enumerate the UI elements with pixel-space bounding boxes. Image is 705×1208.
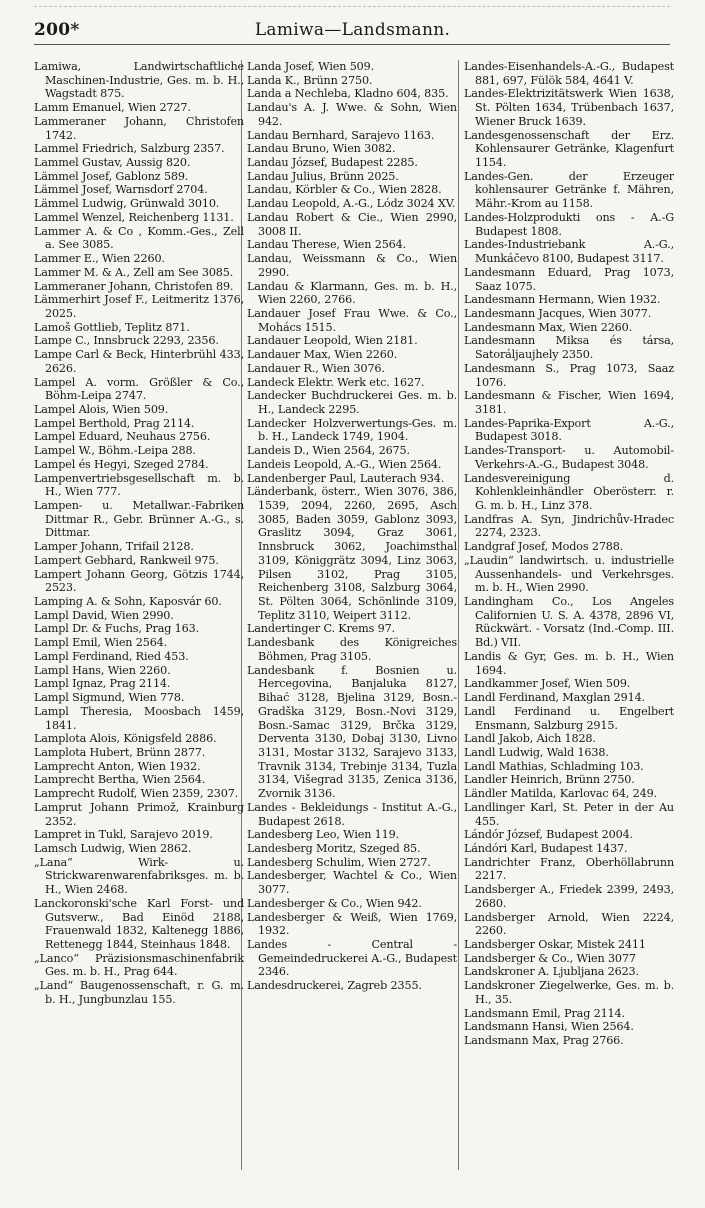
directory-entry: Lamsch Ludwig, Wien 2862. [34,841,192,855]
directory-entry: Landau, Körbler & Co., Wien 2828. [247,183,442,197]
directory-entry: Landes-Eisenhandels-A.-G., Budapest 881, 697, Fülök 584, 4641 V. [464,60,674,87]
directory-entry: Landes-Paprika-Export A.-G., Budapest 3018. [464,416,674,444]
directory-entry: Landes - Bekleidungs - Institut A.-G., Budapest 2618. [247,800,457,828]
directory-entry: Landesdruckerei, Zagreb 2355. [247,979,422,993]
directory-entry: Landl Jakob, Aich 1828. [464,732,596,746]
directory-entry: Lampel Berthold, Prag 2114. [34,416,195,430]
column-1 [34,60,244,1180]
directory-entry: Landau Bruno, Wien 3082. [247,142,396,156]
directory-entry: Landsberger Oskar, Mistek 2411 [464,938,646,951]
directory-entry: Landecker Holzverwertungs-Ges. m. b. H., Landeck 1749, 1904. [247,416,457,444]
directory-entry: Landau's A. J. Wwe. & Sohn, Wien 942. [247,101,457,128]
directory-entry: Lampl Sigmund, Wien 778. [34,691,185,705]
directory-entry: Landskroner A. Ljubljana 2623. [464,965,639,979]
directory-entry: Länderbank, österr., Wien 3076, 386, 1539, 2094, 2260, 2695, Asch 3085, Baden 3059, Gablonz 3093, Graslitz 3094, Graz 3061, Innsbruck 3062, Joachimsthal 3109, Königgrätz 3094, Linz 3063, Pilsen 3102, Prag 3105, Reichenberg 3108, Salzburg 3064, St. Pölten 3064, Schönlinde 3109, Teplitz 3110, Weipert 3112. [247,485,457,622]
directory-entry: Landl Ferdinand, Maxglan 2914. [464,691,645,705]
directory-entry: Landau József, Budapest 2285. [247,156,418,170]
directory-entry: Lammeraner Johann, Christofen 1742. [34,114,244,142]
directory-entry: „Laudin“ landwirtsch. u. industrielle Aussenhandels- und Verkehrsges. m. b. H., Wien 2990. [464,553,674,595]
column-2 [247,60,457,1180]
directory-entry: Lampert Johann Georg, Götzis 1744, 2523. [34,567,244,595]
directory-entry: Landl Ludwig, Wald 1638. [464,745,609,759]
page-header [0,0,705,50]
directory-entry: „Land“ Baugenossenschaft, r. G. m. b. H., Jungbunzlau 155. [34,979,244,1006]
directory-entry: Landesmann & Fischer, Wien 1694, 3181. [464,389,674,416]
directory-entry: Landau Julius, Brünn 2025. [247,169,399,183]
directory-entry: Landlinger Karl, St. Peter in der Au 455. [464,800,674,828]
directory-entry: Landesmann Miksa és társa, Satoráljaujhely 2350. [464,334,674,362]
directory-entry: Landfras A. Syn, Jindrichův-Hradec 2274, 2323. [464,512,674,540]
directory-entry: Landesmann Jacques, Wien 3077. [464,306,652,320]
directory-entry: Lamm Emanuel, Wien 2727. [34,101,191,115]
directory-entry: Lamplota Alois, Königsfeld 2886. [34,732,217,746]
directory-entry: Lammeraner Johann, Christofen 89. [34,279,234,293]
directory-entry: Lampl Emil, Wien 2564. [34,636,168,650]
directory-entry: Landkammer Josef, Wien 509. [464,677,631,691]
column-3 [464,60,674,1180]
directory-entry: Landau, Weissmann & Co., Wien 2990. [247,252,457,279]
directory-entry: Lándór József, Budapest 2004. [464,828,633,842]
directory-entry: Lamper Johann, Trifail 2128. [34,540,194,554]
directory-entry: Landsberger Arnold, Wien 2224, 2260. [464,910,674,938]
directory-entry: Lämmel Josef, Gablonz 589. [34,169,189,183]
directory-entry: Landes-Industriebank A.-G., Munkáčevo 8100, Budapest 3117. [464,238,674,266]
top-dashed-line [34,6,670,7]
directory-entry: Lampel A. vorm. Größler & Co., Böhm-Leipa 2747. [34,375,244,403]
directory-entry: Lamprecht Rudolf, Wien 2359, 2307. [34,787,239,801]
directory-entry: Lämmel Ludwig, Grünwald 3010. [34,197,220,211]
directory-entry: Ländler Matilda, Karlovac 64, 249. [464,787,657,801]
directory-entry: Landau Therese, Wien 2564. [247,238,407,252]
directory-entry: Landsberger A., Friedek 2399, 2493, 2680. [464,883,674,910]
directory-entry: Lanckoronski'sche Karl Forst- und Gutsverw., Bad Einöd 2188, Frauenwald 1832, Kaltenegg 1886, Rettenegg 1844, Steinhaus 1848. [34,896,244,951]
directory-entry: Lampl Hans, Wien 2260. [34,663,171,677]
directory-entry: Lampel W., Böhm.-Leipa 288. [34,444,196,458]
directory-entry: Lampe C., Innsbruck 2293, 2356. [34,334,219,348]
directory-entry: Landenberger Paul, Lauterach 934. [247,471,445,485]
directory-entry: Landesmann Eduard, Prag 1073, Saaz 1075. [464,265,674,293]
directory-entry: Landeis Leopold, A.-G., Wien 2564. [247,457,442,471]
directory-entry: Landskroner Ziegelwerke, Ges. m. b. H., 35. [464,979,674,1006]
header-rule [34,44,670,45]
directory-entry: Landeis D., Wien 2564, 2675. [247,444,410,458]
directory-entry: Lampel és Hegyi, Szeged 2784. [34,457,209,471]
directory-entry: Lamiwa, Landwirtschaftliche Maschinen-Industrie, Ges. m. b. H., Wagstadt 875. [34,60,244,101]
directory-entry: Landa K., Brünn 2750. [247,73,373,87]
directory-entry: Lampert Gebhard, Rankweil 975. [34,553,219,567]
page-title: Lamiwa—Landsmann. [254,20,451,40]
directory-entry: „Lana“ Wirk- u. Strickwarenwarenfabriksges. m. b. H., Wien 2468. [34,855,244,897]
directory-entry: Lamping A. & Sohn, Kaposvár 60. [34,595,222,609]
directory-entry: Landsmann Max, Prag 2766. [464,1034,624,1048]
directory-entry: Lampl Ferdinand, Ried 453. [34,649,189,663]
column-divider [458,60,459,1170]
directory-entry: Lampl Dr. & Fuchs, Prag 163. [34,622,199,636]
directory-entry: Landler Heinrich, Brünn 2750. [464,773,635,787]
directory-entry: Landesmann S., Prag 1073, Saaz 1076. [464,361,674,389]
directory-entry: Lándóri Karl, Budapest 1437. [464,841,628,855]
directory-entry: Landesberg Schulim, Wien 2727. [247,855,431,869]
directory-entry: Landesberger & Co., Wien 942. [247,896,422,910]
directory-entry: Landau & Klarmann, Ges. m. b. H., Wien 2260, 2766. [247,279,457,307]
directory-entry: Landau Leopold, A.-G., Lódz 3024 XV. [247,197,456,211]
directory-entry: Landauer R., Wien 3076. [247,361,385,375]
directory-entry: Landertinger C. Krems 97. [247,622,395,636]
directory-entry: Landes-Transport- u. Automobil-Verkehrs-A.-G., Budapest 3048. [464,444,674,471]
page-number: 200* [34,20,80,40]
directory-entry: Lämmerhirt Josef F., Leitmeritz 1376, 2025. [34,293,244,320]
directory-entry: Lampret in Tukl, Sarajevo 2019. [34,828,213,842]
directory-entry: Landsberger & Co., Wien 3077 [464,951,636,965]
directory-entry: Lampl Theresia, Moosbach 1459, 1841. [34,704,244,732]
directory-entry: Lampen- u. Metallwar.-Fabriken Dittmar R., Gebr. Brünner A.-G., s. Dittmar. [34,499,244,540]
directory-entry: Landesgenossenschaft der Erz. Kohlensaurer Getränke, Klagenfurt 1154. [464,128,674,170]
directory-entry: Landsmann Emil, Prag 2114. [464,1006,625,1020]
directory-entry: Landes-Elektrizitätswerk Wien 1638, St. Pölten 1634, Trübenbach 1637, Wiener Bruck 1639. [464,87,674,128]
directory-entry: Landecker Buchdruckerei Ges. m. b. H., Landeck 2295. [247,389,457,416]
directory-columns [34,60,674,1180]
directory-entry: Landes-Gen. der Erzeuger kohlensaurer Getränke f. Mähren, Mähr.-Krom au 1158. [464,169,674,211]
directory-entry: Landesmann Max, Wien 2260. [464,320,633,334]
directory-entry: Lammer E., Wien 2260. [34,252,165,266]
directory-entry: Landauer Max, Wien 2260. [247,348,398,362]
directory-entry: Landsmann Hansi, Wien 2564. [464,1020,634,1034]
directory-entry: Lamoš Gottlieb, Teplitz 871. [34,320,190,334]
directory-entry: Landauer Josef Frau Wwe. & Co., Mohács 1515. [247,306,457,334]
directory-entry: Lampel Alois, Wien 509. [34,402,169,416]
directory-entry: Lampl David, Wien 2990. [34,608,174,622]
directory-entry: Lampel Eduard, Neuhaus 2756. [34,430,211,444]
directory-entry: Landesbank des Königreiches Böhmen, Prag 3105. [247,636,457,663]
directory-entry: Landes-Holzprodukti ons - A.-G Budapest 1808. [464,210,674,238]
directory-entry: „Lanco“ Präzisionsmaschinenfabrik Ges. m. b. H., Prag 644. [34,951,244,979]
directory-entry: Lammel Friedrich, Salzburg 2357. [34,142,225,156]
directory-entry: Landrichter Franz, Oberhöllabrunn 2217. [464,855,674,883]
directory-entry: Landau Robert & Cie., Wien 2990, 3008 II. [247,210,457,238]
directory-entry: Lampenvertriebsgesellschaft m. b. H., Wien 777. [34,471,244,499]
directory-entry: Landau Bernhard, Sarajevo 1163. [247,128,435,142]
directory-entry: Landl Mathias, Schladming 103. [464,759,644,773]
directory-entry: Landesberg Leo, Wien 119. [247,828,399,842]
directory-entry: Landauer Leopold, Wien 2181. [247,334,418,348]
directory-entry: Lamplota Hubert, Brünn 2877. [34,745,206,759]
directory-entry: Landis & Gyr, Ges. m. b. H., Wien 1694. [464,649,674,677]
directory-entry: Lammel Wenzel, Reichenberg 1131. [34,210,234,224]
directory-entry: Landgraf Josef, Modos 2788. [464,540,624,554]
directory-entry: Lamprut Johann Primož, Krainburg 2352. [34,800,244,828]
directory-entry: Landesberger & Weiß, Wien 1769, 1932. [247,910,457,938]
directory-entry: Lamprecht Anton, Wien 1932. [34,759,201,773]
directory-entry: Lampl Ignaz, Prag 2114. [34,677,171,691]
directory-entry: Lamprecht Bertha, Wien 2564. [34,773,206,787]
directory-entry: Lampe Carl & Beck, Hinterbrühl 433, 2626. [34,348,244,375]
directory-entry: Landesberg Moritz, Szeged 85. [247,841,421,855]
directory-entry: Landingham Co., Los Angeles Californien U. S. A. 4378, 2896 VI, Rückwärt. - Vorsatz (Ind.-Comp. III. Bd.) VII. [464,595,674,650]
directory-entry: Lämmel Josef, Warnsdorf 2704. [34,183,208,197]
directory-entry: Lammer M. & A., Zell am See 3085. [34,265,234,279]
directory-entry: Landl Ferdinand u. Engelbert Ensmann, Salzburg 2915. [464,704,674,732]
directory-entry: Landesmann Hermann, Wien 1932. [464,293,661,307]
directory-entry: Landa Josef, Wien 509. [247,60,374,73]
directory-entry: Lammer A. & Co , Komm.-Ges., Zell a. See 3085. [34,224,244,252]
directory-entry: Landes - Central - Gemeindedruckerei A.-G., Budapest 2346. [247,938,457,979]
directory-entry: Landesbank f. Bosnien u. Hercegovina, Banjaluka 8127, Bihać 3128, Bjelina 3129, Bosn.-Gradška 3129, Bosn.-Novi 3129, Bosn.-Samac 3129, Brčka 3129, Derventa 3130, Dobaj 3130, Livno 3131, Mostar 3132, Sarajevo 3133, Travnik 3134, Trebinje 3134, Tuzla 3134, Višegrad 3135, Zenica 3136, Zvornik 3136. [247,663,457,801]
directory-entry: Lammel Gustav, Aussig 820. [34,156,191,170]
directory-entry: Landeck Elektr. Werk etc. 1627. [247,375,425,389]
directory-entry: Landesberger, Wachtel & Co., Wien 3077. [247,869,457,897]
directory-entry: Landa a Nechleba, Kladno 604, 835. [247,87,449,101]
directory-entry: Landesvereinigung d. Kohlenkleinhändler Oberösterr. r. G. m. b. H., Linz 378. [464,471,674,512]
